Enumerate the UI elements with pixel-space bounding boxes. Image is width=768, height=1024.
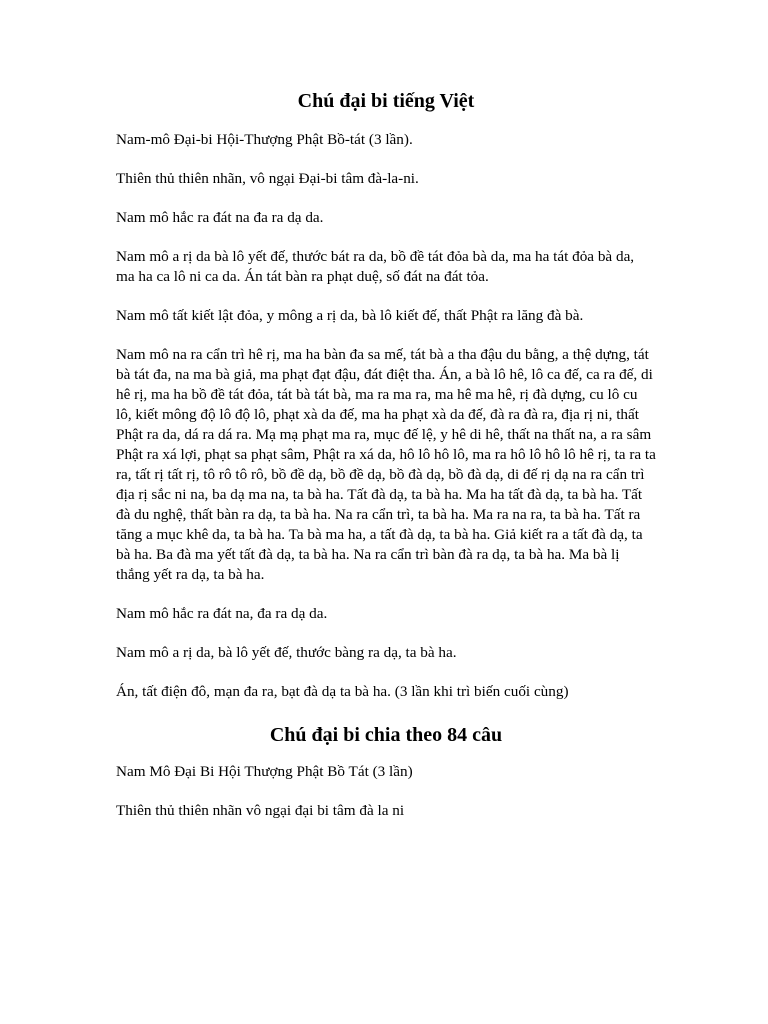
paragraph-verse-2: Nam mô a rị da bà lô yết đế, thước bát ra da, bồ đề tát đỏa bà da, ma ha tát đỏa bà da, ma ha ca lô ni ca da. Án tát bàn ra phạt duệ, số đát na đát tỏa. — [116, 248, 635, 285]
paragraph-verse-4: Nam mô hắc ra đát na, đa ra dạ da. — [116, 605, 328, 622]
section-title: Chú đại bi chia theo 84 câu — [269, 724, 503, 746]
paragraph-closing: Án, tất điện đô, mạn đa ra, bạt đà dạ ta bà ha. (3 lần khi trì biến cuối cùng) — [116, 683, 569, 700]
paragraph-verse-1: Nam mô hắc ra đát na đa ra dạ da. — [116, 209, 324, 226]
paragraph-verse-5: Nam mô a rị da, bà lô yết đế, thước bàng ra dạ, ta bà ha. — [116, 644, 457, 661]
document-title: Chú đại bi tiếng Việt — [297, 90, 475, 112]
paragraph-homage: Nam-mô Đại-bi Hội-Thượng Phật Bồ-tát (3 lần). — [116, 131, 413, 148]
paragraph-verse-main: Nam mô na ra cẩn trì hê rị, ma ha bàn đa sa mế, tát bà a tha đậu du bằng, a thệ dựng, tát bà tát đa, na ma bà giả, ma phạt đạt đậu, đát điệt tha. Án, a bà lô hê, lô ca đế, ca ra đế, di hê rị, ma ha bồ đề tát đỏa, tát bà tát bà, ma ra ma ra, ma hê ma hê, rị đà dựng, cu lô cu lô, kiết mông độ lô độ lô, phạt xà da đế, ma ha phạt xà da đế, đà ra đà ra, địa rị ni, thất Phật ra da, dá ra dá ra. Mạ mạ phạt ma ra, mục đế lệ, y hê di hê, thất na thất na, a ra sâm Phật ra xá lợi, phạt sa phạt sâm, Phật ra xá da, hô lô hô lô, ma ra hô lô hô lô hê rị, ta ra ta ra, tất rị tất rị, tô rô tô rô, bồ đề dạ, bồ đề dạ, bồ đà dạ, bồ đà dạ, di đế rị dạ na ra cẩn trì địa rị sắc ni na, ba dạ ma na, ta bà ha. Tất đà dạ, ta bà ha. Ma ha tất đà dạ, ta bà ha. Tất đà du nghệ, thất bàn ra dạ, ta bà ha. Na ra cẩn trì, ta bà ha. Ma ra na ra, ta bà ha. Tất ra tăng a mục khê da, ta bà ha. Ta bà ma ha, a tất đà dạ, ta bà ha. Giả kiết ra a tất đà dạ, ta bà ha. Ba đà ma yết tất đà dạ, ta bà ha. Na ra cẩn trì bàn đà ra dạ, ta bà ha. Ma bà lị thắng yết ra dạ, ta bà ha. — [116, 346, 656, 583]
paragraph-invocation: Thiên thủ thiên nhãn, vô ngại Đại-bi tâm đà-la-ni. — [116, 170, 419, 187]
document-page — [116, 88, 656, 840]
paragraph-verse-3: Nam mô tất kiết lật đỏa, y mông a rị da, bà lô kiết đế, thất Phật ra lăng đà bà. — [116, 307, 584, 324]
section-paragraph-homage: Nam Mô Đại Bi Hội Thượng Phật Bồ Tát (3 lần) — [116, 763, 413, 780]
section-paragraph-invocation: Thiên thủ thiên nhãn vô ngại đại bi tâm đà la ni — [116, 802, 405, 819]
